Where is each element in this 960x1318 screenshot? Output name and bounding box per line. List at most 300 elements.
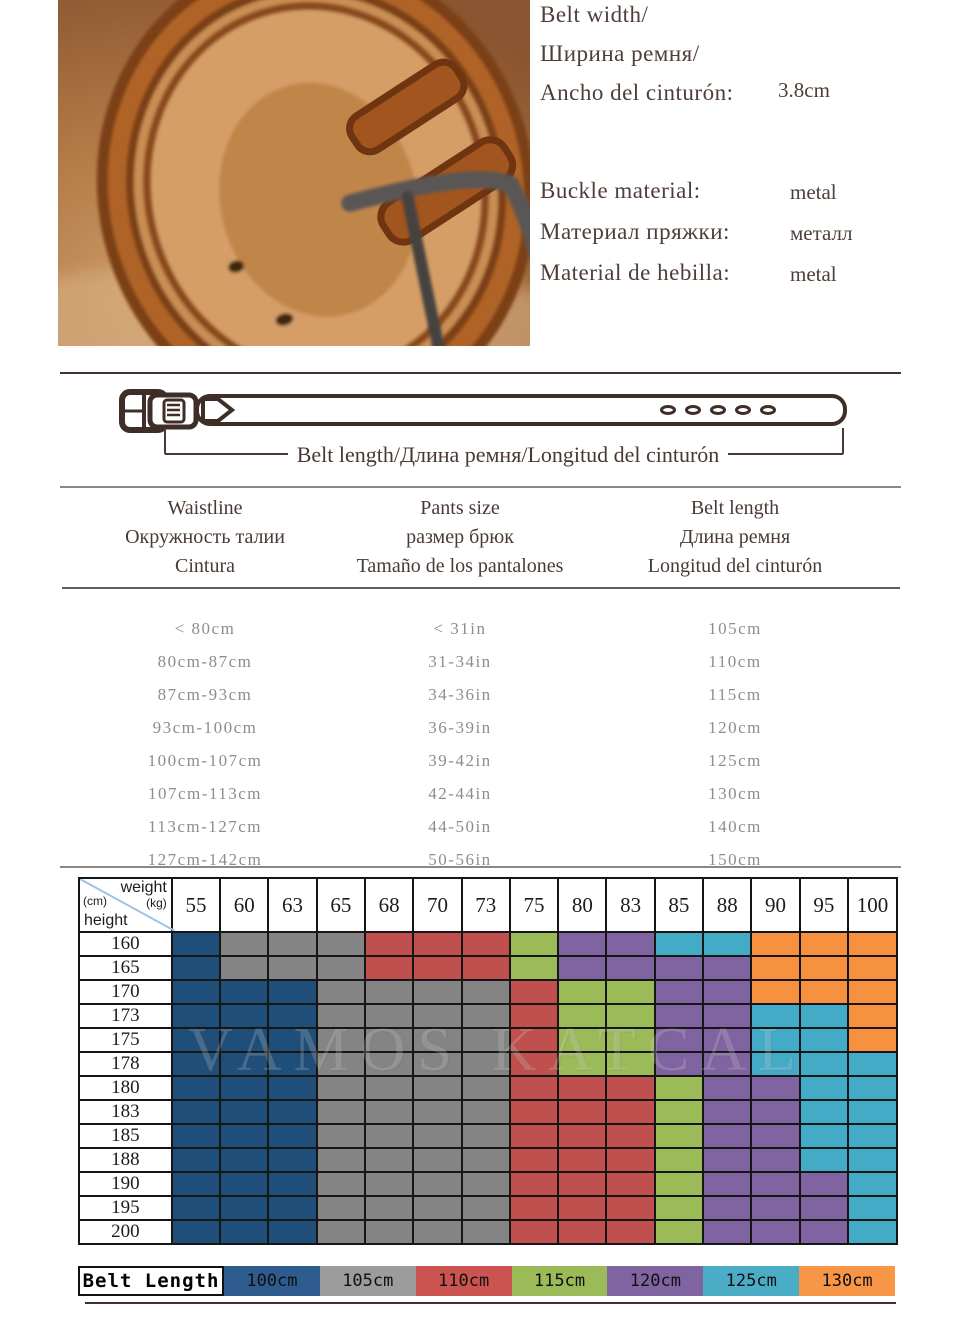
grid-weight-header: 90 [751,878,799,932]
grid-cell-105cm [365,1220,413,1244]
grid-cell-125cm [800,1076,848,1100]
grid-cell-110cm [558,1076,606,1100]
grid-cell-105cm [220,932,268,956]
grid-cell-115cm [510,956,558,980]
grid-weight-header: 65 [317,878,365,932]
grid-cell-100cm [172,1220,220,1244]
grid-cell-105cm [413,1100,461,1124]
grid-cell-105cm [462,1028,510,1052]
grid-weight-header: 68 [365,878,413,932]
grid-cell-110cm [413,932,461,956]
grid-cell-105cm [413,980,461,1004]
grid-height-label: 195 [79,1196,172,1220]
grid-cell-110cm [510,1100,558,1124]
grid-cell-110cm [413,956,461,980]
grid-cell-105cm [365,1052,413,1076]
grid-cell-105cm [317,1220,365,1244]
grid-cell-125cm [751,1028,799,1052]
grid-cell-105cm [462,1196,510,1220]
grid-cell-105cm [413,1148,461,1172]
size-table-cell: 150cm [708,849,762,869]
grid-cell-120cm [703,1004,751,1028]
grid-cell-110cm [558,1124,606,1148]
size-table-cell: < 80cm [174,618,236,638]
grid-weight-header: 70 [413,878,461,932]
grid-cell-130cm [848,956,897,980]
grid-cell-100cm [220,1196,268,1220]
grid-cell-100cm [268,1052,316,1076]
grid-cell-105cm [317,980,365,1004]
grid-cell-125cm [848,1220,897,1244]
grid-cell-105cm [317,1004,365,1028]
grid-cell-105cm [268,956,316,980]
grid-cell-110cm [558,1196,606,1220]
grid-cell-100cm [172,1100,220,1124]
grid-cell-110cm [510,980,558,1004]
legend-item-115cm: 115cm [512,1266,608,1296]
size-table-row [60,777,900,810]
grid-cell-105cm [365,980,413,1004]
buckle-material-value-ru: металл [790,221,853,245]
grid-cell-125cm [800,1148,848,1172]
grid-cell-115cm [606,980,654,1004]
buckle-material-label-es: Material de hebilla: [540,260,731,285]
grid-row [79,1220,897,1244]
size-table-row [60,678,900,711]
grid-cell-125cm [800,1004,848,1028]
grid-cell-100cm [220,1148,268,1172]
grid-cell-120cm [751,1124,799,1148]
size-table-cell: 80cm-87cm [157,651,253,671]
grid-cell-120cm [703,1028,751,1052]
grid-cell-125cm [751,1004,799,1028]
grid-cell-120cm [703,1052,751,1076]
size-table-cell: 115cm [708,684,762,704]
belt-length-diagram [60,378,900,480]
grid-row [79,932,897,956]
grid-weight-header: 63 [268,878,316,932]
grid-cell-120cm [558,932,606,956]
size-table-header-line: Длина ремня [679,526,791,548]
divider [85,1302,896,1304]
grid-cell-100cm [268,1148,316,1172]
size-table-cell: 107cm-113cm [147,783,263,803]
grid-cell-125cm [848,1148,897,1172]
size-table-header-line: Waistline [167,497,243,519]
grid-height-label: 183 [79,1100,172,1124]
buckle-material-value-en: metal [790,180,837,204]
grid-cell-110cm [510,1004,558,1028]
size-table-row [60,744,900,777]
size-table-header-col2 [350,494,570,581]
grid-weight-header: 83 [606,878,654,932]
grid-weight-header: 85 [655,878,703,932]
grid-cell-110cm [558,1220,606,1244]
grid-cell-110cm [510,1172,558,1196]
size-table-header-line: размер брюк [406,526,514,548]
grid-cell-100cm [268,980,316,1004]
grid-cell-110cm [510,1052,558,1076]
grid-cell-115cm [606,1052,654,1076]
grid-cell-100cm [172,1124,220,1148]
size-table-header [60,494,900,581]
grid-cell-100cm [268,1100,316,1124]
grid-cell-105cm [413,1196,461,1220]
grid-cell-105cm [365,1100,413,1124]
grid-cell-100cm [172,1052,220,1076]
grid-cell-105cm [317,956,365,980]
grid-weight-unit-label: (kg) [146,896,167,910]
grid-cell-110cm [510,1196,558,1220]
grid-cell-100cm [172,1196,220,1220]
grid-cell-100cm [172,1172,220,1196]
grid-cell-105cm [365,1196,413,1220]
grid-cell-120cm [703,1196,751,1220]
grid-cell-125cm [800,1124,848,1148]
size-table-cell: 87cm-93cm [157,684,253,704]
grid-cell-105cm [317,1172,365,1196]
legend-item-105cm: 105cm [320,1266,416,1296]
grid-weight-header: 75 [510,878,558,932]
grid-cell-120cm [751,1172,799,1196]
grid-cell-110cm [510,1028,558,1052]
size-conversion-table [60,494,900,581]
grid-cell-105cm [317,1196,365,1220]
grid-height-label: 200 [79,1220,172,1244]
grid-cell-105cm [462,1004,510,1028]
grid-cell-120cm [655,980,703,1004]
buckle-material-value-es: metal [790,262,837,286]
grid-cell-105cm [317,1148,365,1172]
grid-cell-120cm [655,1052,703,1076]
grid-height-label: 175 [79,1028,172,1052]
grid-height-label: 190 [79,1172,172,1196]
legend-item-130cm: 130cm [799,1266,895,1296]
belt-width-label-ru: Ширина ремня/ [540,41,700,66]
grid-cell-100cm [220,1220,268,1244]
grid-cell-105cm [317,1100,365,1124]
legend-item-110cm: 110cm [416,1266,512,1296]
size-table-cell: 34-36in [428,684,492,704]
grid-cell-110cm [510,1148,558,1172]
grid-cell-120cm [800,1172,848,1196]
grid-cell-105cm [462,1100,510,1124]
grid-cell-120cm [703,1100,751,1124]
grid-cell-125cm [848,1052,897,1076]
grid-cell-130cm [751,932,799,956]
belt-width-label-en: Belt width/ [540,2,649,27]
grid-cell-110cm [462,932,510,956]
grid-cell-105cm [365,1028,413,1052]
grid-height-label: 185 [79,1124,172,1148]
grid-cell-115cm [655,1220,703,1244]
grid-cell-105cm [462,1124,510,1148]
grid-cell-120cm [606,956,654,980]
size-table-cell: 125cm [708,750,762,770]
grid-cell-110cm [558,1172,606,1196]
grid-cell-105cm [365,1004,413,1028]
grid-cell-115cm [655,1076,703,1100]
size-table-cell: 50-56in [428,849,492,869]
grid-cell-100cm [220,1052,268,1076]
grid-cell-120cm [751,1196,799,1220]
grid-cell-100cm [268,1172,316,1196]
grid-cell-105cm [413,1172,461,1196]
grid-cell-100cm [268,1124,316,1148]
size-table-header-line: Pants size [420,497,500,519]
grid-weight-header: 60 [220,878,268,932]
size-table-row [60,711,900,744]
grid-cell-100cm [220,1172,268,1196]
size-table-cell: 39-42in [428,750,492,770]
grid-cell-105cm [413,1220,461,1244]
grid-cell-115cm [558,1052,606,1076]
size-table-cell: 113cm-127cm [147,816,263,836]
grid-height-label: 173 [79,1004,172,1028]
grid-cell-100cm [268,1028,316,1052]
size-table-header-line: Cintura [175,555,235,577]
size-table-cell: 93cm-100cm [152,717,258,737]
size-table-cell: < 31in [433,618,487,638]
grid-cell-125cm [800,1100,848,1124]
grid-cell-100cm [268,1220,316,1244]
grid-cell-105cm [413,1004,461,1028]
grid-cell-125cm [848,1124,897,1148]
grid-cell-110cm [365,956,413,980]
size-table-cell: 36-39in [428,717,492,737]
grid-cell-120cm [751,1100,799,1124]
grid-cell-120cm [703,1172,751,1196]
grid-cell-120cm [800,1196,848,1220]
grid-cell-105cm [413,1076,461,1100]
grid-cell-105cm [462,980,510,1004]
grid-row [79,1052,897,1076]
size-table-header-line: Tamaño de los pantalones [356,555,564,577]
grid-row [79,1148,897,1172]
grid-cell-105cm [462,1148,510,1172]
grid-cell-100cm [268,1004,316,1028]
grid-cell-105cm [317,1076,365,1100]
divider [60,866,901,868]
grid-cell-125cm [703,932,751,956]
grid-cell-130cm [751,980,799,1004]
grid-weight-axis-label: weight [120,879,167,896]
grid-cell-115cm [655,1196,703,1220]
grid-cell-125cm [800,1052,848,1076]
grid-cell-120cm [703,980,751,1004]
grid-cell-115cm [558,1004,606,1028]
grid-cell-105cm [413,1028,461,1052]
grid-row [79,1028,897,1052]
grid-cell-130cm [848,1004,897,1028]
divider [60,372,901,374]
buckle-material-label-en: Buckle material: [540,178,701,203]
grid-cell-115cm [558,980,606,1004]
grid-cell-100cm [220,1076,268,1100]
size-table-row [60,843,900,876]
grid-cell-105cm [317,1028,365,1052]
grid-cell-130cm [800,956,848,980]
grid-cell-120cm [703,1220,751,1244]
size-table-header-line: Окружность талии [125,526,285,548]
grid-cell-105cm [317,1124,365,1148]
grid-cell-120cm [703,1148,751,1172]
grid-cell-120cm [751,1076,799,1100]
size-table-cell: 110cm [708,651,762,671]
legend-item-125cm: 125cm [703,1266,799,1296]
size-table-cell: 140cm [708,816,762,836]
grid-cell-110cm [365,932,413,956]
grid-cell-120cm [751,1220,799,1244]
grid-cell-120cm [558,956,606,980]
buckle-material-label-ru: Материал пряжки: [540,219,730,244]
grid-cell-120cm [800,1220,848,1244]
size-table-cell: 100cm-107cm [147,750,263,770]
divider [62,587,900,589]
grid-cell-110cm [606,1124,654,1148]
grid-cell-100cm [220,1004,268,1028]
belt-photo-illustration [58,0,530,346]
grid-cell-120cm [703,1124,751,1148]
size-table-header-line: Belt length [690,497,780,519]
grid-cell-130cm [800,932,848,956]
grid-cell-110cm [510,1124,558,1148]
grid-cell-105cm [365,1172,413,1196]
size-table-cell: 130cm [708,783,762,803]
grid-cell-110cm [606,1172,654,1196]
size-grid [78,877,898,1245]
grid-cell-125cm [848,1076,897,1100]
grid-height-label: 178 [79,1052,172,1076]
grid-weight-header: 88 [703,878,751,932]
size-table-cell: 44-50in [428,816,492,836]
size-table-cell: 31-34in [428,651,492,671]
grid-cell-115cm [558,1028,606,1052]
grid-cell-115cm [655,1124,703,1148]
grid-cell-110cm [606,1100,654,1124]
grid-cell-110cm [606,1148,654,1172]
grid-row [79,1100,897,1124]
size-table-row [60,810,900,843]
grid-cell-100cm [220,1028,268,1052]
grid-row [79,1076,897,1100]
grid-cell-100cm [172,1004,220,1028]
grid-cell-105cm [317,932,365,956]
grid-cell-105cm [462,1052,510,1076]
grid-cell-120cm [751,1148,799,1172]
grid-weight-header: 95 [800,878,848,932]
grid-height-unit-label: (cm) [83,894,107,908]
grid-height-label: 180 [79,1076,172,1100]
grid-cell-120cm [655,1004,703,1028]
grid-cell-100cm [268,1076,316,1100]
grid-height-label: 160 [79,932,172,956]
grid-cell-125cm [655,932,703,956]
grid-cell-100cm [172,1076,220,1100]
grid-cell-110cm [606,1196,654,1220]
size-table-cell: 127cm-142cm [147,849,263,869]
size-table-header-col3 [570,494,900,581]
grid-cell-105cm [462,1220,510,1244]
size-table-header-col1 [60,494,350,581]
size-table-cell: 120cm [708,717,762,737]
spec-panel [540,2,950,322]
grid-cell-110cm [510,1220,558,1244]
grid-row [79,1196,897,1220]
grid-cell-105cm [365,1124,413,1148]
grid-cell-125cm [751,1052,799,1076]
grid-cell-120cm [655,956,703,980]
grid-cell-110cm [606,1076,654,1100]
size-table-header-line: Longitud del cinturón [647,555,823,577]
legend-item-100cm: 100cm [224,1266,320,1296]
grid-row [79,980,897,1004]
grid-cell-115cm [606,1028,654,1052]
legend-title: Belt Length [78,1266,224,1296]
size-conversion-table-body [60,598,900,876]
product-photo [58,0,530,346]
belt-length-legend [78,1266,895,1296]
legend-item-120cm: 120cm [607,1266,703,1296]
grid-cell-115cm [655,1100,703,1124]
grid-cell-105cm [413,1124,461,1148]
grid-cell-110cm [606,1220,654,1244]
grid-cell-110cm [510,1076,558,1100]
grid-cell-100cm [220,1100,268,1124]
grid-height-axis-label: height [84,912,128,929]
grid-cell-130cm [848,980,897,1004]
belt-width-label-es: Ancho del cinturón: [540,80,734,105]
grid-weight-header: 73 [462,878,510,932]
grid-cell-110cm [462,956,510,980]
belt-length-diagram-label: Belt length/Длина ремня/Longitud del cinturón [296,442,720,467]
grid-cell-100cm [172,1028,220,1052]
grid-cell-120cm [703,1076,751,1100]
grid-row [79,1124,897,1148]
grid-cell-115cm [655,1172,703,1196]
grid-cell-105cm [462,1076,510,1100]
grid-cell-105cm [365,1148,413,1172]
grid-cell-100cm [220,1124,268,1148]
grid-height-label: 165 [79,956,172,980]
grid-cell-125cm [848,1172,897,1196]
grid-cell-110cm [558,1100,606,1124]
size-table-row [60,612,900,645]
grid-cell-130cm [800,980,848,1004]
grid-cell-130cm [848,932,897,956]
grid-cell-125cm [848,1100,897,1124]
grid-height-label: 170 [79,980,172,1004]
grid-cell-105cm [462,1172,510,1196]
size-table-cell: 105cm [708,618,762,638]
grid-cell-115cm [606,1004,654,1028]
size-table-cell: 42-44in [428,783,492,803]
grid-cell-130cm [751,956,799,980]
grid-header-row [79,878,897,932]
grid-cell-120cm [655,1028,703,1052]
grid-cell-120cm [606,932,654,956]
grid-weight-header: 55 [172,878,220,932]
grid-row [79,956,897,980]
grid-height-label: 188 [79,1148,172,1172]
grid-cell-105cm [268,932,316,956]
grid-cell-115cm [510,932,558,956]
grid-cell-100cm [172,956,220,980]
grid-cell-100cm [268,1196,316,1220]
belt-width-value: 3.8cm [778,78,830,102]
grid-corner-cell [79,878,172,932]
size-table-row [60,645,900,678]
